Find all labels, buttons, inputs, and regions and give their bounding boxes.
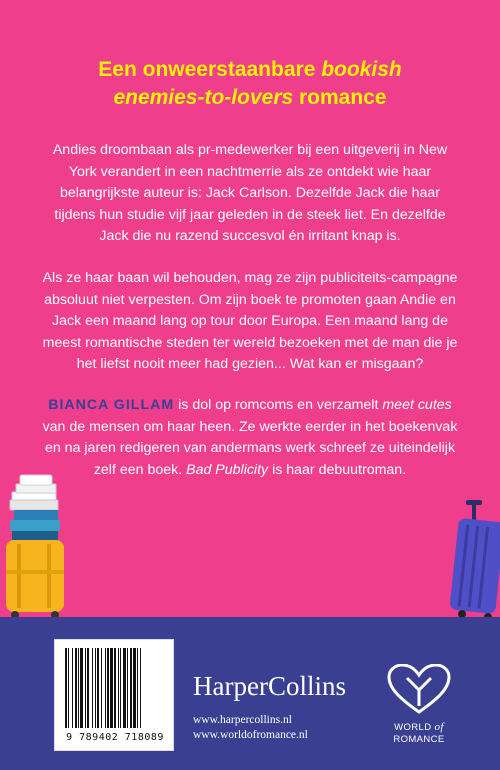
imprint-name	[370, 721, 468, 746]
author-bio	[42, 395, 458, 481]
author-name: BIANCA GILLAM	[48, 397, 175, 413]
tagline-part2: bookish	[321, 58, 402, 81]
publisher-urls	[193, 713, 308, 743]
suitcase-with-books-icon	[0, 470, 90, 620]
heart-logo-icon	[387, 664, 451, 714]
bio-text-em1: meet cutes	[382, 397, 452, 413]
barcode-icon	[61, 646, 169, 730]
imprint-line2: ROMANCE	[393, 734, 445, 745]
imprint-of: of	[434, 721, 444, 733]
tagline-part1: Een onweerstaanbare	[98, 58, 322, 81]
bio-text-c: is haar debuutroman.	[268, 461, 407, 478]
tagline-part3: enemies-to-lovers	[113, 86, 294, 109]
tagline	[20, 56, 480, 112]
bio-text-b: van de mensen om haar heen. Ze werkte eerder in het boekenvak en na jaren redigeren van andermans werk schreef ze uiteindelijk zelf een boek.	[42, 418, 458, 478]
publisher-logo: HarperCollins	[193, 671, 346, 701]
barcode	[54, 639, 174, 751]
isbn-number: 9 789402 718089	[66, 732, 164, 743]
bio-text-a: is dol op romcoms en verzamelt	[174, 397, 383, 413]
publisher-url-2: www.worldofromance.nl	[193, 729, 308, 741]
blurb-paragraph-2: Als ze haar baan wil behouden, mag ze zijn publiciteits-campagne absoluut niet verpesten. Om zijn boek te promoten gaan Andie en Jack een maand lang op tour door Europa. Een maand lang de meest romantische steden ter wereld bezoeken met de man die je het liefst nooit meer had gezien... Wat kan er misgaan?	[42, 270, 458, 372]
footer-band	[0, 617, 500, 770]
bio-text-em2: Bad Publicity	[186, 461, 269, 478]
publisher-url-1: www.harpercollins.nl	[193, 714, 292, 726]
rolling-suitcase-icon	[448, 500, 500, 620]
imprint-line1: WORLD	[394, 722, 435, 733]
blurb-paragraph-1: Andies droombaan als pr-medewerker bij een uitgeverij in New York verandert in een nachtmerrie als ze ontdekt wie haar belangrijkste auteur is: Jack Carlson. Dezelfde Jack die haar tijdens hun studie vijf jaar geleden in de steek liet. En dezelfde Jack die nu razend succesvol én irritant knap is.	[52, 142, 448, 244]
tagline-part4: romance	[293, 86, 387, 109]
